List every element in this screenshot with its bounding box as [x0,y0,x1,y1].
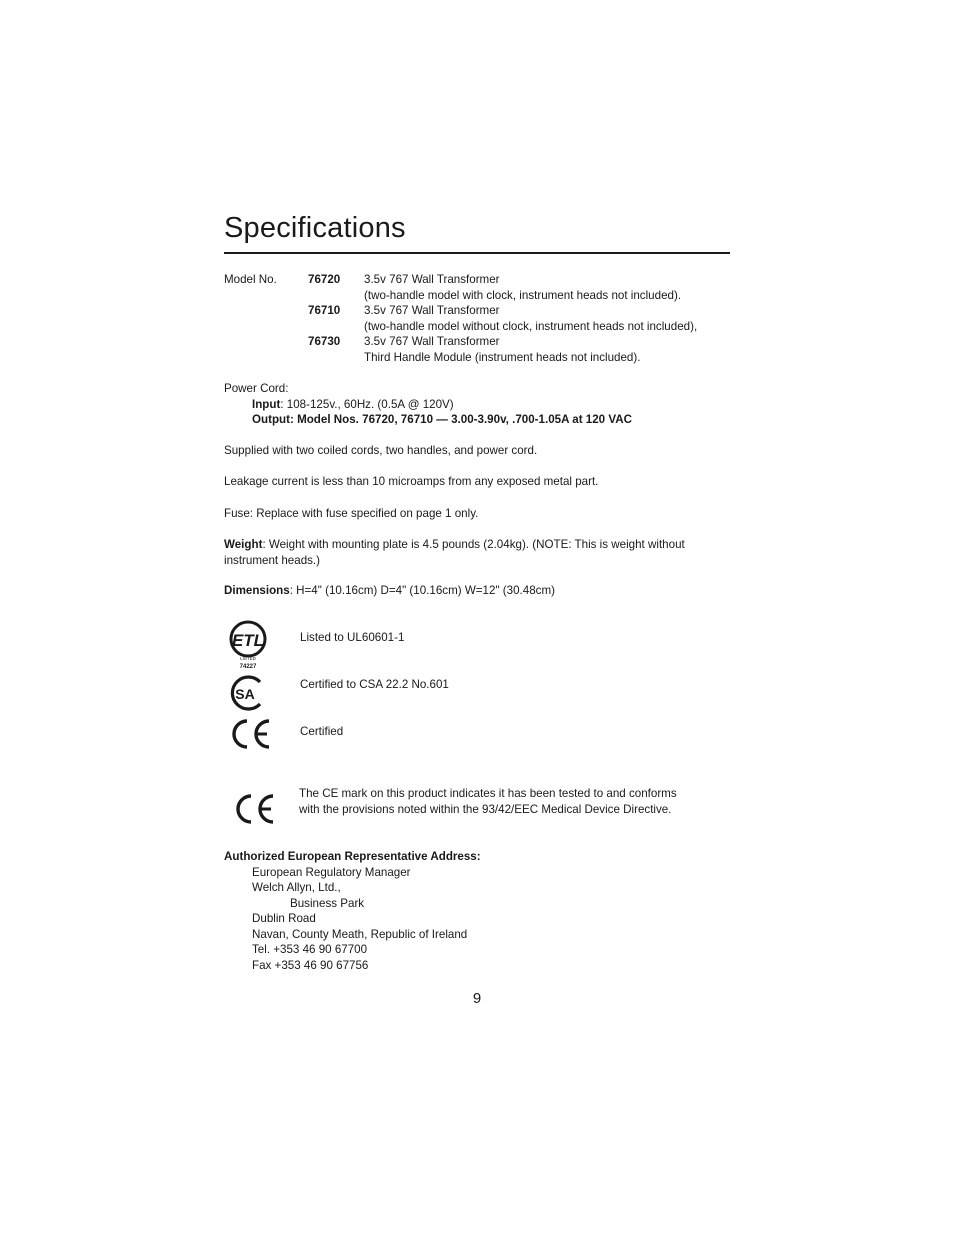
model-description: 3.5v 767 Wall Transformer [364,304,500,317]
page-title: Specifications [224,212,406,244]
ce-mark-icon [228,718,272,750]
weight-text [224,537,730,568]
address-line: Navan, County Meath, Republic of Ireland [252,927,468,941]
csa-icon [227,673,267,713]
model-description-detail: (two-handle model with clock, instrument heads not included). [364,288,682,302]
etl-listed-icon [228,620,270,670]
svg-text:LISTED: LISTED [240,656,256,661]
leakage-text: Leakage current is less than 10 microamps from any exposed metal part. [224,475,599,488]
etl-listing-text: Listed to UL60601-1 [300,631,405,644]
dimensions-text [224,583,555,599]
page-number: 9 [472,990,482,1007]
model-number: 76730 [308,335,341,348]
ce-notice-line: The CE mark on this product indicates it has been tested to and conforms [299,787,677,800]
power-cord-label: Power Cord: [224,382,289,395]
title-divider [224,252,730,254]
ce-mark-icon [232,793,276,825]
weight-value: : Weight with mounting plate is 4.5 pounds (2.04kg). (NOTE: This is weight without instrument heads.) [224,538,685,567]
model-description-detail: (two-handle model without clock, instrument heads not included), [364,319,698,333]
dimensions-label: Dimensions [224,584,290,597]
power-input [252,397,454,413]
address-line: Business Park [290,896,365,910]
model-description: 3.5v 767 Wall Transformer [364,273,500,286]
fax-line: Fax +353 46 90 67756 [252,958,369,972]
supplied-text: Supplied with two coiled cords, two handles, and power cord. [224,444,538,457]
phone-line: Tel. +353 46 90 67700 [252,943,368,956]
power-input-value: : 108-125v., 60Hz. (0.5A @ 120V) [280,397,454,411]
power-output: Output: Model Nos. 76720, 76710 — 3.00-3.90v, .700-1.05A at 120 VAC [252,413,632,426]
model-number: 76720 [308,273,341,286]
model-description: 3.5v 767 Wall Transformer [364,335,500,348]
weight-label: Weight [224,538,263,551]
svg-text:ETL: ETL [231,631,265,650]
svg-text:SA: SA [235,686,255,702]
address-line: Welch Allyn, Ltd., [252,881,341,894]
representative-heading: Authorized European Representative Address: [224,850,481,863]
model-label: Model No. [224,273,277,286]
model-description-detail: Third Handle Module (instrument heads not included). [364,350,641,364]
dimensions-value: : H=4" (10.16cm) D=4" (10.16cm) W=12" (30.48cm) [289,584,555,597]
ce-notice-line: with the provisions noted within the 93/42/EEC Medical Device Directive. [299,803,672,816]
model-number: 76710 [308,304,341,317]
power-input-label: Input [252,397,281,411]
csa-certification-text: Certified to CSA 22.2 No.601 [300,678,449,691]
address-line: Dublin Road [252,912,316,925]
svg-text:74227: 74227 [239,664,257,670]
ce-certification-text: Certified [300,725,344,738]
fuse-text: Fuse: Replace with fuse specified on page 1 only. [224,507,479,520]
address-line: European Regulatory Manager [252,865,411,879]
